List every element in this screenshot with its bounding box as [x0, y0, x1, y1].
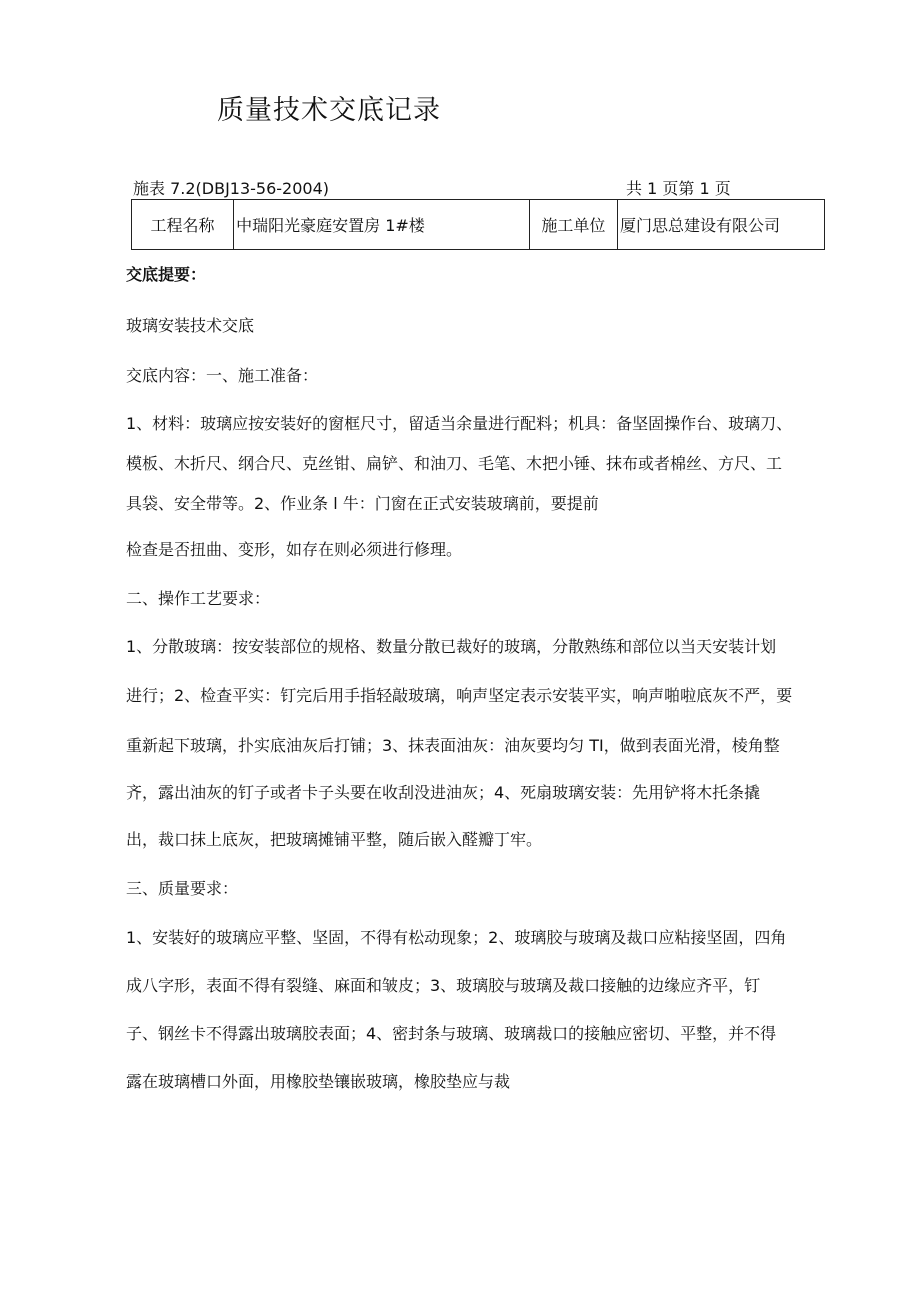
project-name-value: 中瑞阳光豪庭安置房 1#楼	[234, 200, 530, 250]
body-line: 重新起下玻璃，扑实底油灰后打铺；3、抹表面油灰：油灰要均匀 TI，做到表面光滑，棱角整	[126, 736, 780, 755]
summary-text: 玻璃安装技术交底	[126, 316, 255, 335]
body-line: 出，裁口抹上底灰，把玻璃摊铺平整，随后嵌入醛瓣丁牢。	[126, 830, 543, 849]
form-code: 施表 7.2(DBJ13-56-2004)	[133, 179, 330, 198]
section-2-heading: 二、操作工艺要求：	[126, 589, 271, 608]
body-line: 1、安装好的玻璃应平整、坚固，不得有松动现象；2、玻璃胶与玻璃及裁口应粘接坚固，四角	[126, 928, 787, 947]
contractor-value: 厦门思总建设有限公司	[618, 200, 825, 250]
body-line: 露在玻璃槽口外面，用橡胶垫镶嵌玻璃，橡胶垫应与裁	[126, 1072, 511, 1091]
body-line: 1、材料：玻璃应按安装好的窗框尺寸，留适当余量进行配料；机具：备坚固操作台、玻璃刀、	[126, 414, 793, 433]
body-line: 模板、木折尺、纲合尺、克丝钳、扁铲、和油刀、毛笔、木把小锤、抹布或者棉丝、方尺、工	[126, 454, 783, 473]
contractor-label: 施工单位	[529, 200, 617, 250]
section-1-heading: 交底内容：一、施工准备：	[126, 366, 319, 385]
page-count: 共 1 页第 1 页	[626, 179, 731, 198]
body-line: 齐，露出油灰的钉子或者卡子头要在收刮没进油灰；4、死扇玻璃安装：先用铲将木托条撬	[126, 783, 761, 802]
summary-heading: 交底提要：	[126, 265, 207, 284]
project-name-label: 工程名称	[132, 200, 234, 250]
body-line: 检查是否扭曲、变形，如存在则必须进行修理。	[126, 540, 463, 559]
body-line: 1、分散玻璃：按安装部位的规格、数量分散已裁好的玻璃，分散熟练和部位以当天安装计划	[126, 637, 777, 656]
body-line: 成八字形，表面不得有裂缝、麻面和皱皮；3、玻璃胶与玻璃及裁口接触的边缘应齐平，钉	[126, 976, 761, 995]
project-info-row	[132, 200, 825, 250]
body-line: 子、钢丝卡不得露出玻璃胶表面；4、密封条与玻璃、玻璃裁口的接触应密切、平整，并不得	[126, 1024, 777, 1043]
project-info-table	[131, 199, 825, 250]
body-line: 具袋、安全带等。2、作业条 l 牛：门窗在正式安装玻璃前，要提前	[126, 494, 599, 513]
body-line: 进行；2、检查平实：钉完后用手指轻敲玻璃，响声坚定表示安装平实，响声啪啦底灰不严，要	[126, 686, 793, 705]
document-title: 质量技术交底记录	[217, 95, 441, 126]
section-3-heading: 三、质量要求：	[126, 879, 239, 898]
